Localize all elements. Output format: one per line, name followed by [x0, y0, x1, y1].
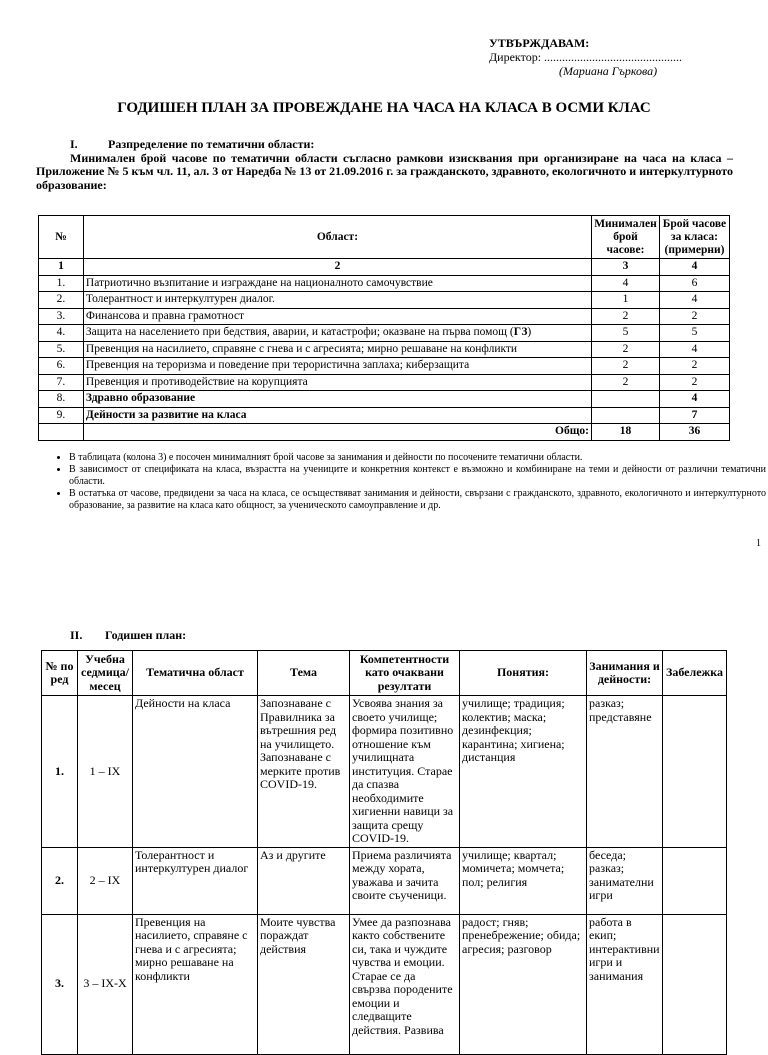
row-area: Превенция и противодействие на корупцията — [83, 374, 591, 391]
section-1 — [36, 138, 733, 192]
row-class-hours: 4 — [659, 292, 729, 309]
table2-header-concepts: Понятия: — [460, 651, 587, 696]
row-min-hours: 5 — [591, 325, 659, 342]
row-activities: работа в екип; интерактивни игри и занимания — [587, 914, 663, 1054]
table1-header-class: Брой часове за класа: (примерни) — [659, 216, 729, 259]
row-number: 3. — [39, 308, 84, 325]
row-min-hours: 2 — [591, 358, 659, 375]
total-empty-cell — [39, 424, 84, 441]
table1-total-row — [39, 424, 730, 441]
row-class-hours: 4 — [659, 341, 729, 358]
row-min-hours — [591, 407, 659, 424]
row-number: 2. — [42, 847, 78, 914]
table2-header-area: Тематична област — [133, 651, 258, 696]
row-min-hours: 1 — [591, 292, 659, 309]
row-note — [663, 696, 727, 848]
row-area: Здравно образование — [83, 391, 591, 408]
row-competences: Умее да разпознава както собствените си, така и чуждите чувства и емоции. Старае се да свързва породените емоции и следващите действия. Развива — [350, 914, 460, 1054]
row-class-hours: 7 — [659, 407, 729, 424]
approval-director: Директор: .............................................. — [489, 50, 683, 64]
row-min-hours: 2 — [591, 308, 659, 325]
table-row — [39, 374, 730, 391]
row-concepts: училище; традиция; колектив; маска; дезинфекция; карантина; хигиена; дистанция — [460, 696, 587, 848]
row-area: Превенция на тероризма и поведение при терористична заплаха; киберзащита — [83, 358, 591, 375]
row-area: Дейности на класа — [133, 696, 258, 848]
row-note — [663, 914, 727, 1054]
row-week: 1 – IX — [78, 696, 133, 848]
row-area: Превенция на насилието, справяне с гнева и с агресията; мирно решаване на конфликти — [83, 341, 591, 358]
row-number: 3. — [42, 914, 78, 1054]
table-row — [39, 308, 730, 325]
row-class-hours: 5 — [659, 325, 729, 342]
row-area-text: Защита на населението при бедствия, аварии, и катастрофи; оказване на първа помощ ( — [85, 326, 514, 338]
row-number: 8. — [39, 391, 84, 408]
table1-colnum: 1 — [39, 259, 84, 276]
table-row — [39, 358, 730, 375]
table-row — [42, 847, 727, 914]
row-number: 6. — [39, 358, 84, 375]
area-distribution-table — [38, 215, 730, 441]
row-activities: беседа; разказ; занимателни игри — [587, 847, 663, 914]
row-area: Финансова и правна грамотност — [83, 308, 591, 325]
row-number: 2. — [39, 292, 84, 309]
row-competences: Приема различията между хората, уважава и зачита своите съученици. — [350, 847, 460, 914]
row-area-end: ) — [527, 326, 532, 338]
row-topic: Аз и другите — [258, 847, 350, 914]
table-row — [42, 696, 727, 848]
row-area: Дейности за развитие на класа — [83, 407, 591, 424]
row-week: 3 – IX-X — [78, 914, 133, 1054]
approval-name: (Мариана Гъркова) — [559, 64, 658, 78]
approval-title: УТВЪРЖДАВАМ: — [489, 36, 590, 50]
table2-header-row — [42, 651, 727, 696]
table1-header-row — [39, 216, 730, 259]
row-area: Патриотично възпитание и изграждане на националното самочувствие — [83, 275, 591, 292]
table1-header-area: Област: — [83, 216, 591, 259]
approval-block — [489, 36, 682, 78]
note-item: • В таблицата (колона 3) е посочен минималният брой часове за занимания и дейности по посочените тематични области. — [69, 452, 766, 464]
section-1-heading-text: Разпределение по тематични области: — [108, 137, 315, 151]
note-item: • В зависимост от спецификата на класа, възрастта на учениците и конкретния контекст е възможно и комбиниране на теми и дейности от различни тематични области. — [69, 464, 766, 488]
row-area-bold: ГЗ — [513, 326, 528, 338]
row-concepts: училище; квартал; момичета; момчета; пол; религия — [460, 847, 587, 914]
table1-header-num: № — [39, 216, 84, 259]
table2-header-week: Учебна седмица/ месец — [78, 651, 133, 696]
table2-header-num: № по ред — [42, 651, 78, 696]
section-2-heading-text: Годишен план: — [105, 628, 187, 642]
row-concepts: радост; гняв; пренебрежение; обида; агресия; разговор — [460, 914, 587, 1054]
row-topic: Моите чувства пораждат действия — [258, 914, 350, 1054]
table1-header-min: Минимален брой часове: — [591, 216, 659, 259]
row-topic: Запознаване с Правилника за вътрешния ред на училището. Запознаване с мерките против COVID-19. — [258, 696, 350, 848]
table1-column-numbers-row — [39, 259, 730, 276]
row-competences: Усвоява знания за своето училище; формира позитивно отношение към училищната институция. Старае да спазва необходимите хигиенни навици за защита срещу COVID-19. — [350, 696, 460, 848]
row-class-hours: 2 — [659, 308, 729, 325]
table2-header-competences: Компетентности като очаквани резултати — [350, 651, 460, 696]
table-row — [39, 341, 730, 358]
note-item: • В остатъка от часове, предвидени за часа на класа, се осъществяват занимания и дейности, свързани с гражданското, здравното, екологичното и интеркултурното образование, за развитие на класа като общност, за ученическото самоуправление и др. — [69, 488, 766, 512]
table2-header-note: Забележка — [663, 651, 727, 696]
section-2-number: II. — [70, 628, 83, 642]
row-area: Толерантност и интеркултурен диалог — [133, 847, 258, 914]
row-number: 4. — [39, 325, 84, 342]
row-min-hours: 4 — [591, 275, 659, 292]
table-row — [39, 275, 730, 292]
section-1-number: I. — [70, 137, 78, 151]
row-class-hours: 4 — [659, 391, 729, 408]
section-2-heading — [70, 628, 186, 643]
total-class-hours: 36 — [659, 424, 729, 441]
notes-list — [36, 452, 766, 512]
row-class-hours: 2 — [659, 374, 729, 391]
table-row — [39, 407, 730, 424]
row-min-hours: 2 — [591, 374, 659, 391]
row-min-hours: 2 — [591, 341, 659, 358]
total-min-hours: 18 — [591, 424, 659, 441]
annual-plan-table — [41, 650, 727, 1055]
section-1-paragraph: Минимален брой часове по тематични области съгласно рамкови изисквания при организиране на часа на класа – Приложение № 5 към чл. 11, ал. 3 от Наредба № 13 от 21.09.2016 г. за гражданското, здравното, екологичното и интеркултурното образование: — [36, 150, 733, 192]
table1-colnum: 3 — [591, 259, 659, 276]
row-class-hours: 2 — [659, 358, 729, 375]
row-week: 2 – IX — [78, 847, 133, 914]
total-label: Общо: — [83, 424, 591, 441]
row-area: Толерантност и интеркултурен диалог. — [83, 292, 591, 309]
row-number: 5. — [39, 341, 84, 358]
table-row — [39, 391, 730, 408]
table1-colnum: 2 — [83, 259, 591, 276]
row-area: Превенция на насилието, справяне с гнева и с агресията; мирно решаване на конфликти — [133, 914, 258, 1054]
row-min-hours — [591, 391, 659, 408]
table2-header-topic: Тема — [258, 651, 350, 696]
row-note — [663, 847, 727, 914]
table1-colnum: 4 — [659, 259, 729, 276]
row-number: 7. — [39, 374, 84, 391]
row-number: 1. — [39, 275, 84, 292]
row-number: 1. — [42, 696, 78, 848]
row-activities: разказ; представяне — [587, 696, 663, 848]
row-number: 9. — [39, 407, 84, 424]
table2-header-activities: Занимания и дейности: — [587, 651, 663, 696]
table-row — [42, 914, 727, 1054]
table-row — [39, 292, 730, 309]
document-title: ГОДИШЕН ПЛАН ЗА ПРОВЕЖДАНЕ НА ЧАСА НА КЛАСА В ОСМИ КЛАС — [117, 100, 651, 116]
page-number: 1 — [756, 538, 761, 549]
table-row — [39, 325, 730, 342]
section-1-heading — [36, 138, 733, 152]
row-area — [83, 325, 591, 342]
row-class-hours: 6 — [659, 275, 729, 292]
